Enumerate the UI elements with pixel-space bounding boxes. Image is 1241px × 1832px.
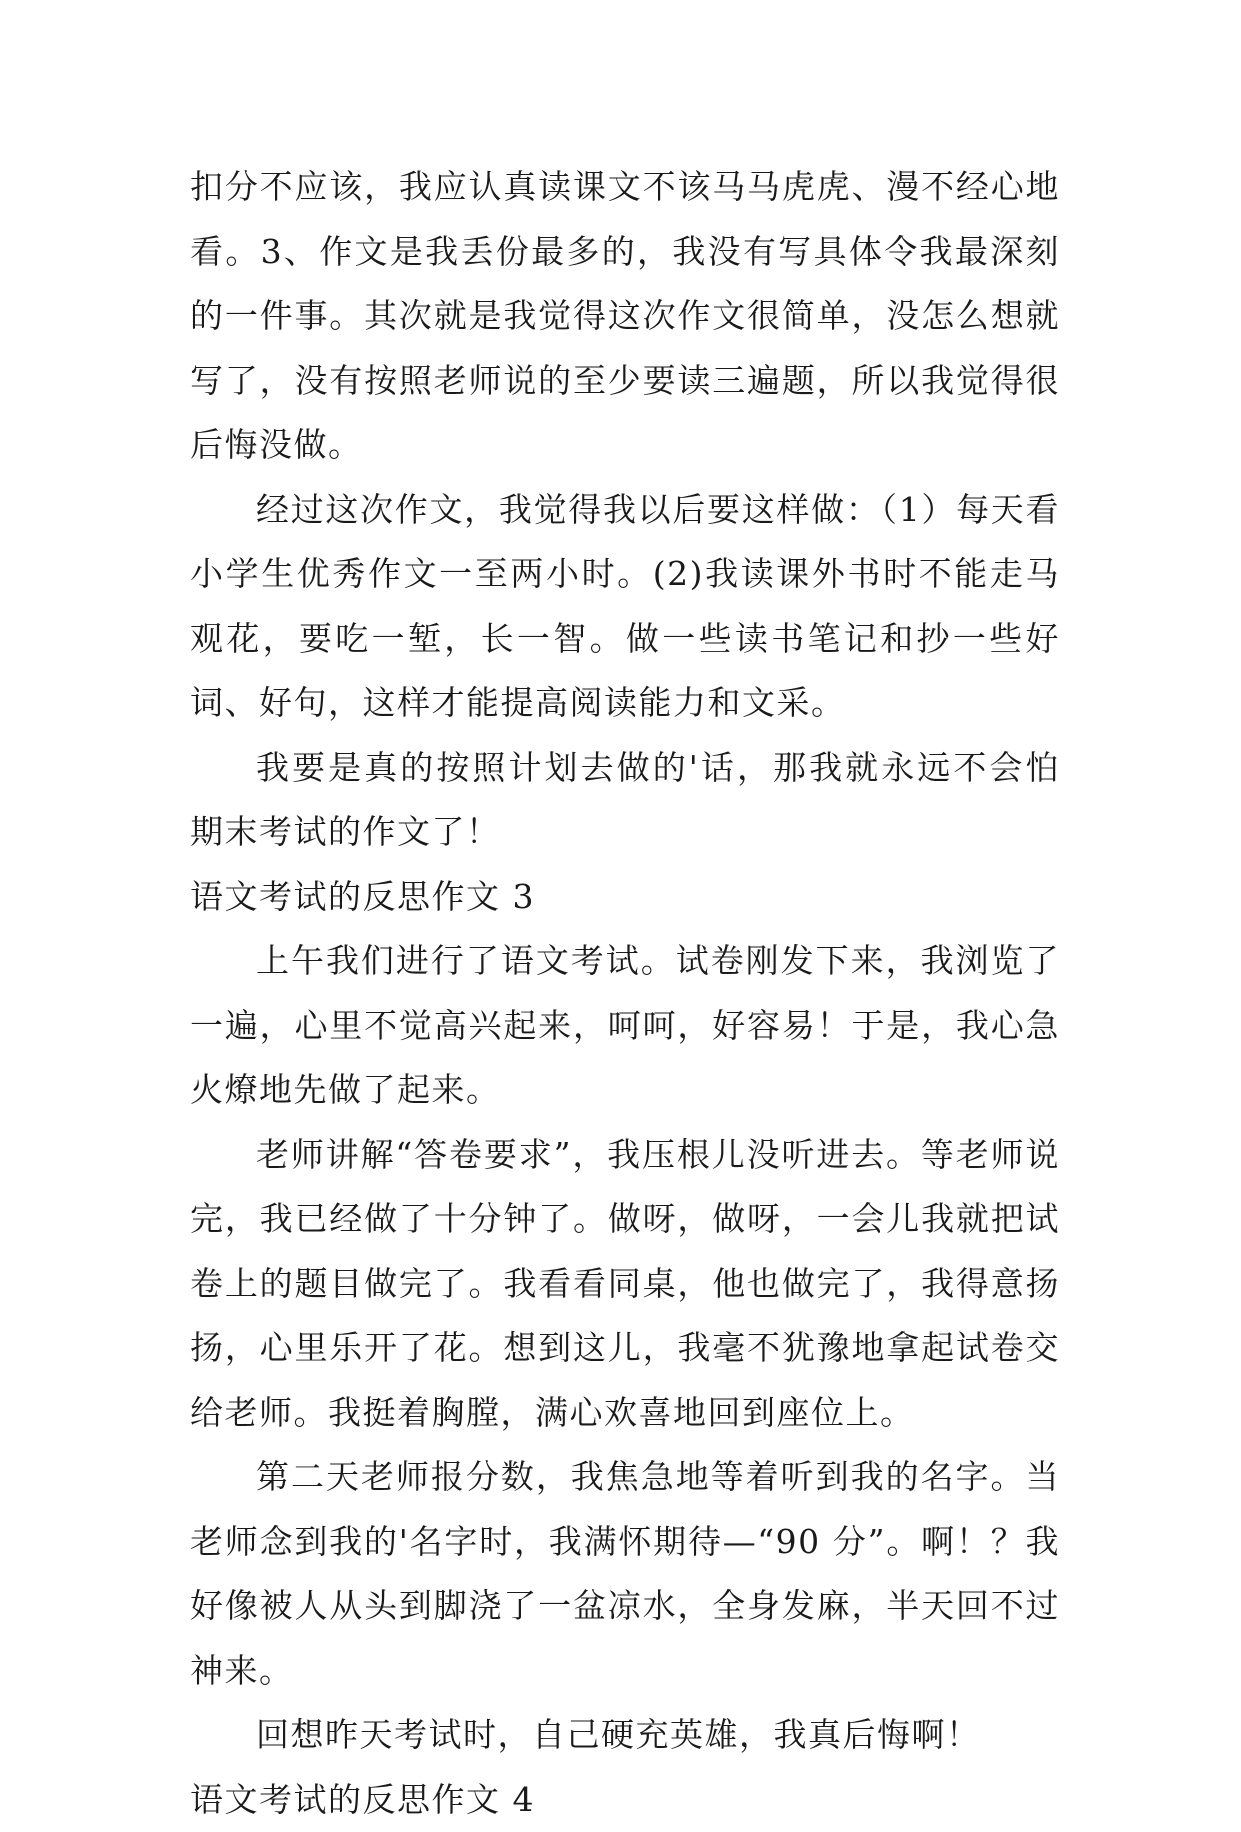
paragraph: 上午我们进行了语文考试。试卷刚发下来，我浏览了一遍，心里不觉高兴起来，呵呵，好容易！于是，我心急火燎地先做了起来。 [190, 929, 1060, 1123]
section-heading: 语文考试的反思作文 4 [190, 1768, 1060, 1832]
paragraph: 老师讲解“答卷要求”，我压根儿没听进去。等老师说完，我已经做了十分钟了。做呀，做呀，一会儿我就把试卷上的题目做完了。我看看同桌，他也做完了，我得意扬扬，心里乐开了花。想到这儿，我毫不犹豫地拿起试卷交给老师。我挺着胸膛，满心欢喜地回到座位上。 [190, 1123, 1060, 1446]
paragraph: 第二天老师报分数，我焦急地等着听到我的名字。当老师念到我的'名字时，我满怀期待—“90 分”。啊！？我好像被人从头到脚浇了一盆凉水，全身发麻，半天回不过神来。 [190, 1445, 1060, 1703]
document-body [190, 155, 1060, 1832]
paragraph: 我要是真的按照计划去做的'话，那我就永远不会怕期末考试的作文了！ [190, 736, 1060, 865]
paragraph: 经过这次作文，我觉得我以后要这样做：（1）每天看小学生优秀作文一至两小时。(2)我读课外书时不能走马观花，要吃一堑，长一智。做一些读书笔记和抄一些好词、好句，这样才能提高阅读能力和文采。 [190, 478, 1060, 736]
paragraph: 回想昨天考试时，自己硬充英雄，我真后悔啊！ [190, 1703, 1060, 1768]
section-heading: 语文考试的反思作文 3 [190, 865, 1060, 930]
paragraph: 扣分不应该，我应认真读课文不该马马虎虎、漫不经心地看。3、作文是我丢份最多的，我没有写具体令我最深刻的一件事。其次就是我觉得这次作文很简单，没怎么想就写了，没有按照老师说的至少要读三遍题，所以我觉得很后悔没做。 [190, 155, 1060, 478]
